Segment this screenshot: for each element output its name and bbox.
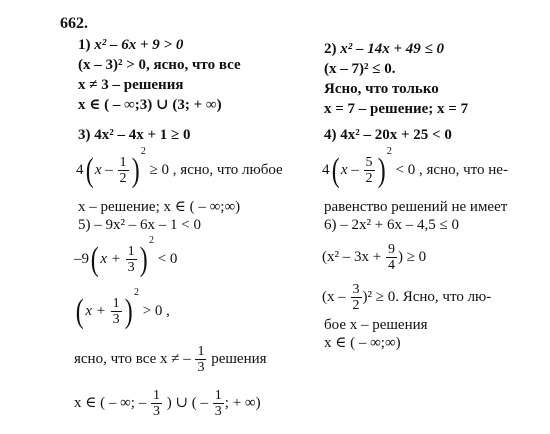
p5-line4 xyxy=(74,340,267,378)
p6-frac3-den: 2 xyxy=(352,298,360,314)
p5-line1 xyxy=(78,216,201,234)
p1-label: 1) xyxy=(78,37,91,53)
p6-fraction-3-2 xyxy=(351,282,362,313)
p5-paren-open: ( xyxy=(90,240,99,278)
p4-expression: 4( x – $\frac{5}{2}$ )$^2$ < 0 , ясно, что не- xyxy=(322,146,508,189)
p5-frac4-num: 1 xyxy=(152,388,160,404)
p3-suffix: ≥ 0 , ясно, что любое xyxy=(149,162,283,178)
p5-expression2: ( x + $\frac{1}{3}$ )$^2$ > 0 , xyxy=(75,287,170,330)
p1-line1 xyxy=(78,36,183,54)
p5-frac2-num: 1 xyxy=(112,296,120,312)
p2-line4: x = 7 – решение; x = 7 xyxy=(324,101,469,117)
p6-line3-end: )² ≥ 0. Ясно, что лю- xyxy=(362,289,492,305)
p6-line2-end: ) ≥ 0 xyxy=(397,249,427,265)
p5-label: 5) xyxy=(78,217,91,233)
p5-fraction1 xyxy=(126,244,137,275)
p2-label: 2) xyxy=(324,41,337,57)
p5-frac5-num: 1 xyxy=(214,388,222,404)
p3-label: 3) xyxy=(78,127,91,143)
p6-inequality: – 2x² + 6x – 4,5 ≤ 0 xyxy=(340,217,459,233)
p5-frac1-num: 1 xyxy=(127,244,135,260)
p6-frac3-num: 3 xyxy=(352,282,360,298)
problem-number: 662. xyxy=(60,15,88,32)
p5-fraction5 xyxy=(213,388,224,419)
p5-paren-close: ) xyxy=(139,240,148,278)
p4-suffix: < 0 , ясно, что не- xyxy=(395,162,508,178)
p5-answer-end: ; + ∞) xyxy=(224,395,261,411)
p5-answer xyxy=(74,384,261,422)
p2-line1 xyxy=(324,40,444,58)
p5-inequality: – 9x² – 6x – 1 < 0 xyxy=(94,217,201,233)
p6-line3-start: (x – xyxy=(322,289,346,305)
p4-paren-open: ( xyxy=(331,151,340,189)
p5-frac2-den: 3 xyxy=(112,312,120,328)
p5-frac4-den: 3 xyxy=(152,404,160,420)
p4-frac-den: 2 xyxy=(365,171,373,187)
p5-inner1: x + xyxy=(100,251,121,267)
p5-paren2-close: ) xyxy=(124,292,133,330)
p5-line4-end: решения xyxy=(211,351,267,367)
p5-inner2: x + xyxy=(85,303,106,319)
p4-inner: x – xyxy=(340,162,359,178)
p6-frac9-num: 9 xyxy=(387,242,395,258)
p1-inequality: x² – 6x + 9 > 0 xyxy=(94,37,184,53)
p6-line1 xyxy=(324,216,459,234)
p3-inner: x – xyxy=(94,162,113,178)
p3-line1 xyxy=(78,126,191,144)
p4-inequality: 4x² – 20x + 25 < 0 xyxy=(340,127,452,143)
p1-line3: x ≠ 3 – решения xyxy=(78,77,184,93)
p5-frac3-den: 3 xyxy=(197,360,205,376)
p6-line3 xyxy=(322,278,491,316)
p6-label: 6) xyxy=(324,217,337,233)
p6-line5: x ∈ ( – ∞;∞) xyxy=(324,335,401,351)
p6-fraction-9-4 xyxy=(386,242,397,273)
p4-coef: 4 xyxy=(322,162,330,178)
p3-frac-den: 2 xyxy=(119,171,127,187)
p1-line4: x ∈ ( – ∞;3) ∪ (3; + ∞) xyxy=(78,97,222,113)
p6-frac9-den: 4 xyxy=(387,258,395,274)
p5-expression1: –9( x + $\frac{1}{3}$ )$^2$ < 0 xyxy=(74,235,178,278)
p4-line3: равенство решений не имеет xyxy=(324,199,508,215)
p5-frac3-num: 1 xyxy=(197,344,205,360)
p5-frac5-den: 3 xyxy=(214,404,222,420)
p5-fraction2 xyxy=(111,296,122,327)
p4-fraction xyxy=(364,155,375,186)
p3-fraction xyxy=(118,155,129,186)
p6-line2-start: (x² – 3x + xyxy=(322,249,382,265)
p6-line4: бое x – решения xyxy=(324,317,428,333)
p3-line3: x – решение; x ∈ ( – ∞;∞) xyxy=(78,199,241,215)
p4-label: 4) xyxy=(324,127,337,143)
p5-frac1-den: 3 xyxy=(127,260,135,276)
p5-fraction3 xyxy=(195,344,206,375)
p5-suffix1: < 0 xyxy=(157,251,178,267)
p5-coef: –9 xyxy=(74,251,89,267)
p5-answer-start: x ∈ ( – ∞; – xyxy=(74,395,147,411)
p5-suffix2: > 0 , xyxy=(142,303,170,319)
p5-fraction4 xyxy=(151,388,162,419)
p3-paren-open: ( xyxy=(85,151,94,189)
p3-coef: 4 xyxy=(76,162,84,178)
p1-line2: (x – 3)² > 0, ясно, что все xyxy=(78,57,241,73)
p4-frac-num: 5 xyxy=(365,155,373,171)
p5-answer-mid: ) ∪ ( – xyxy=(166,395,209,411)
p3-paren-close: ) xyxy=(131,151,140,189)
p3-frac-num: 1 xyxy=(119,155,127,171)
p4-line1 xyxy=(324,126,452,144)
p2-inequality: x² – 14x + 49 ≤ 0 xyxy=(340,41,445,57)
p5-paren2-open: ( xyxy=(75,292,84,330)
p4-paren-close: ) xyxy=(377,151,386,189)
p6-line2 xyxy=(322,238,426,276)
p3-expression: 4( x – $\frac{1}{2}$ )$^2$ ≥ 0 , ясно, что любое xyxy=(76,146,283,189)
p2-line2: (x – 7)² ≤ 0. xyxy=(324,61,396,77)
p5-line4-text: ясно, что все x ≠ – xyxy=(74,351,191,367)
p3-inequality: 4x² – 4x + 1 ≥ 0 xyxy=(94,127,191,143)
p2-line3: Ясно, что только xyxy=(324,81,439,97)
